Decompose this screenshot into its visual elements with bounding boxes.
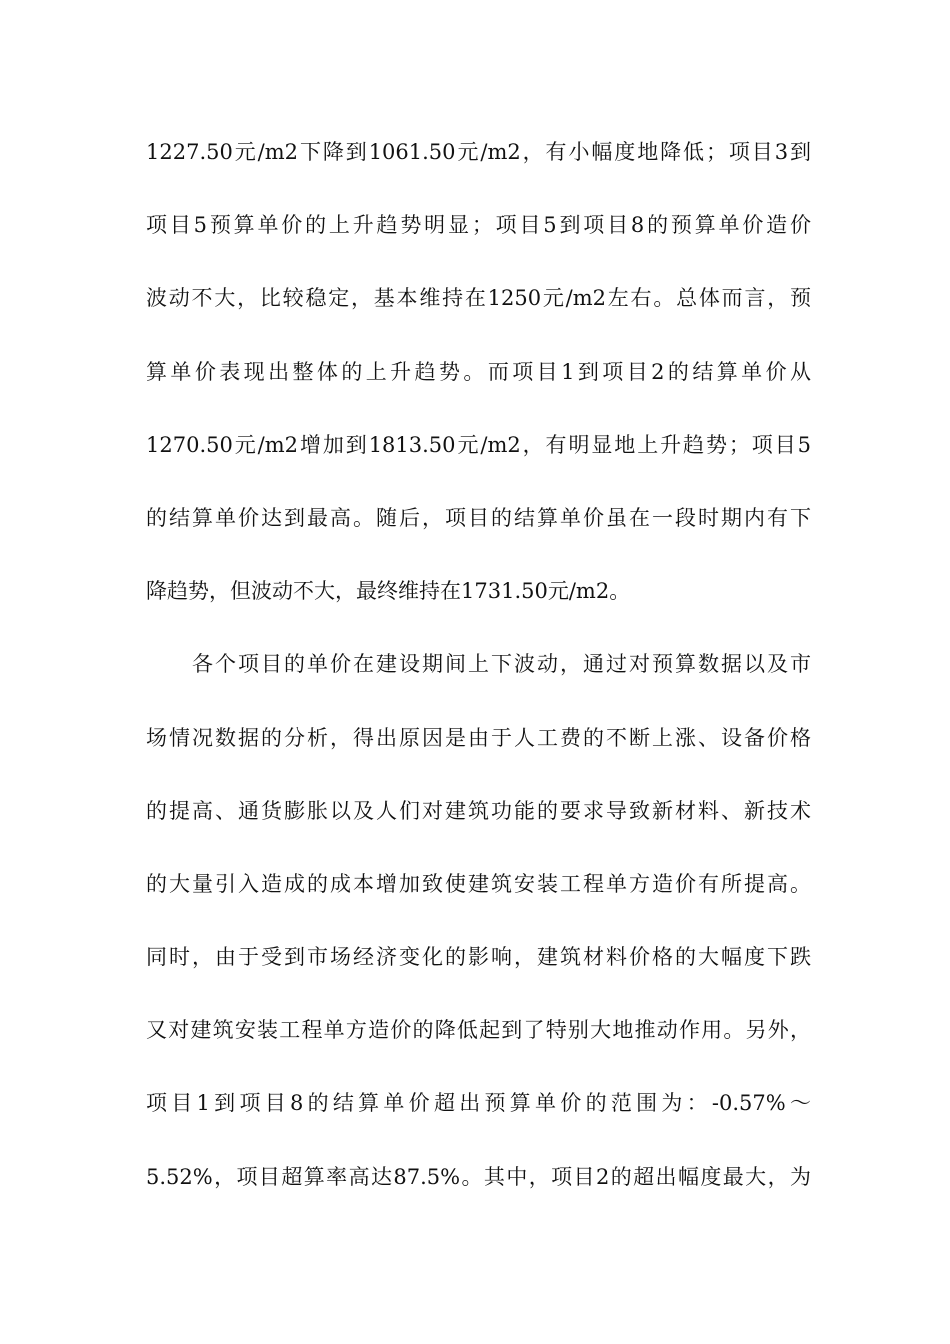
- text-line: 同时，由于受到市场经济变化的影响，建筑材料价格的大幅度下跌: [146, 945, 811, 970]
- text-line: 1227.50元/m2下降到1061.50元/m2，有小幅度地降低；项目3到: [146, 140, 811, 164]
- text-line: 项目1到项目8的结算单价超出预算单价的范围为：-0.57%～: [146, 1091, 811, 1116]
- text-line: 的大量引入造成的成本增加致使建筑安装工程单方造价有所提高。: [146, 871, 811, 896]
- text-line-paragraph-end: 降趋势，但波动不大，最终维持在1731.50元/m2。: [146, 579, 631, 604]
- text-line: 波动不大，比较稳定，基本维持在1250元/m2左右。总体而言，预: [146, 286, 811, 311]
- text-line: 的结算单价达到最高。随后，项目的结算单价虽在一段时期内有下: [146, 505, 811, 530]
- text-line: 1270.50元/m2增加到1813.50元/m2，有明显地上升趋势；项目5: [146, 432, 811, 457]
- text-line: 又对建筑安装工程单方造价的降低起到了特别大地推动作用。另外，: [146, 1018, 811, 1043]
- text-line: 5.52%，项目超算率高达87.5%。其中，项目2的超出幅度最大，为: [146, 1164, 811, 1189]
- text-line: 项目5预算单价的上升趋势明显；项目5到项目8的预算单价造价: [146, 213, 811, 238]
- text-line: 算单价表现出整体的上升趋势。而项目1到项目2的结算单价从: [146, 359, 811, 384]
- body-text: [146, 130, 811, 1228]
- text-line-paragraph-start: 各个项目的单价在建设期间上下波动，通过对预算数据以及市: [192, 652, 811, 677]
- text-line: 的提高、通货膨胀以及人们对建筑功能的要求导致新材料、新技术: [146, 798, 811, 823]
- text-line: 场情况数据的分析，得出原因是由于人工费的不断上涨、设备价格: [146, 725, 811, 750]
